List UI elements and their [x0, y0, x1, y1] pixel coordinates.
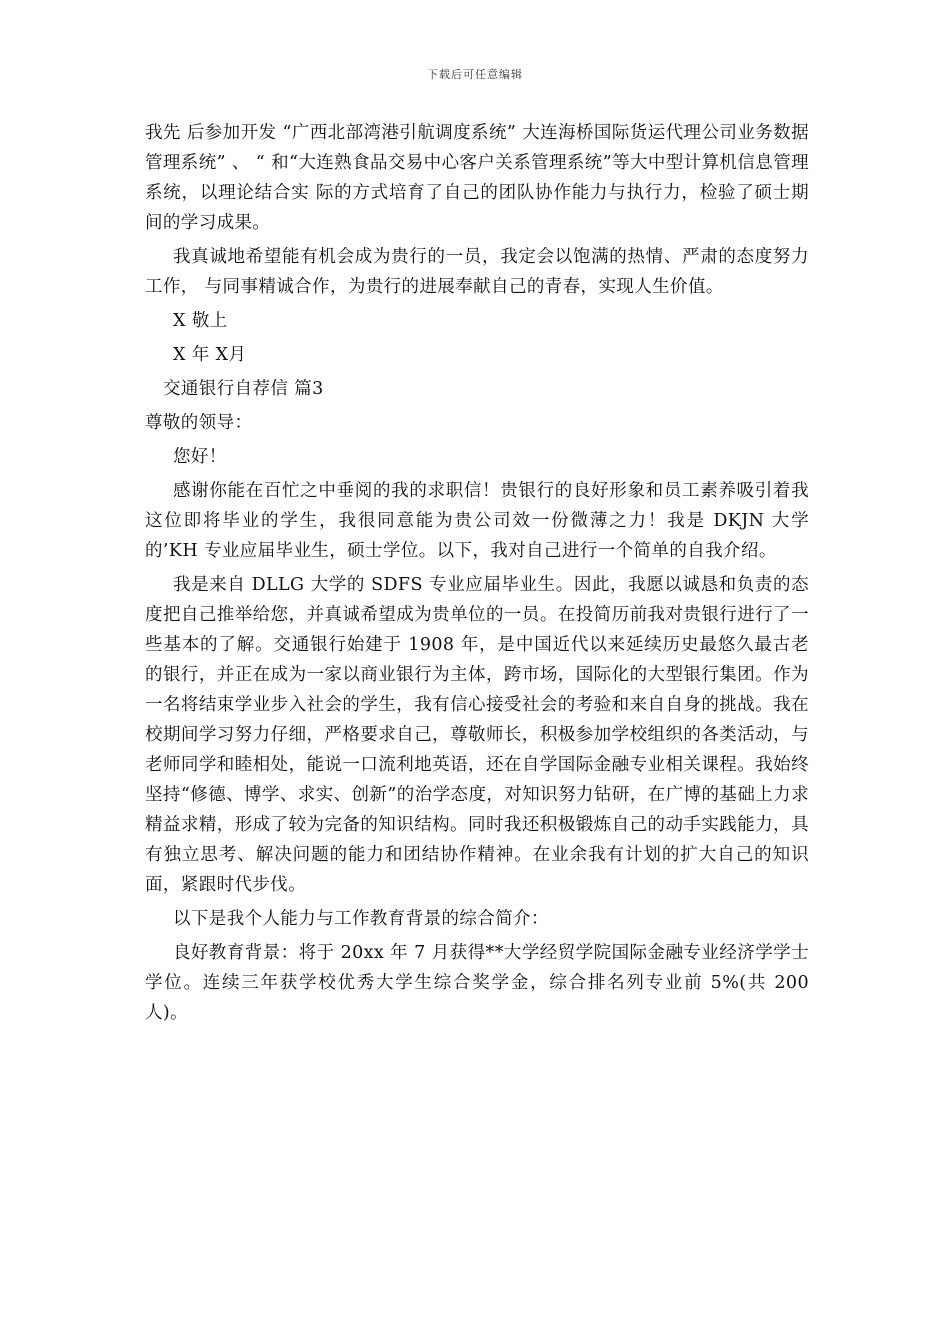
paragraph-thanks: 感谢你能在百忙之中垂阅的我的求职信！贵银行的良好形象和员工素养吸引着我这位即将毕业的学生，我很同意能为贵公司效一份微薄之力！我是 DKJN 大学的’KH 专业应届毕业生，硕士学位。以下，我对自己进行一个简单的自我介绍。	[145, 481, 809, 561]
paragraph-self-introduction: 我是来自 DLLG 大学的 SDFS 专业应届毕业生。因此，我愿以诚恳和负责的态度把自己推举给您，并真诚希望成为贵单位的一员。在投简历前我对贵银行进行了一些基本的了解。交通银行始建于 1908 年，是中国近代以来延续历史最悠久最古老的银行，并正在成为一家以商业银行为主体，跨市场，国际化的大型银行集团。作为一名将结束学业步入社会的学生，我有信心接受社会的考验和来自自身的挑战。我在校期间学习努力仔细，严格要求自己，尊敬师长，积极参加学校组织的各类活动，与老师同学和睦相处，能说一口流利地英语，还在自学国际金融专业相关课程。我始终坚持“修德、博学、求实、创新”的治学态度，对知识努力钻研，在广博的基础上力求精益求精，形成了较为完备的知识结构。同时我还积极锻炼自己的动手实践能力，具有独立思考、解决问题的能力和团结协作精神。在业余我有计划的扩大自己的知识面，紧跟时代步伐。	[145, 575, 809, 895]
section-title: 交通银行自荐信 篇3	[163, 379, 324, 399]
salutation: 尊敬的领导：	[145, 413, 253, 433]
paragraph-aspiration: 我真诚地希望能有机会成为贵行的一员，我定会以饱满的热情、严肃的态度努力工作， 与同事精诚合作，为贵行的进展奉献自己的青春，实现人生价值。	[145, 247, 809, 297]
paragraph-education-background: 良好教育背景：将于 20xx 年 7 月获得**大学经贸学院国际金融专业经济学学士学位。连续三年获学校优秀大学生综合奖学金，综合排名列专业前 5%(共 200 人)。	[145, 943, 809, 1023]
header-note: 下载后可任意编辑	[427, 68, 523, 81]
closing-signature: X 敬上	[173, 311, 228, 331]
closing-date: X 年 X月	[173, 345, 247, 365]
greeting: 您好！	[173, 447, 227, 467]
letter-body	[145, 118, 809, 1032]
paragraph-project-experience: 我先 后参加开发 “广西北部湾港引航调度系统” 大连海桥国际货运代理公司业务数据管理系统” 、 “ 和“大连熟食品交易中心客户关系管理系统”等大中型计算机信息管理系统，以理论结合实 际的方式培育了自己的团队协作能力与执行力，检验了硕士期间的学习成果。	[145, 123, 809, 233]
paragraph-summary-intro: 以下是我个人能力与工作教育背景的综合简介：	[173, 909, 549, 929]
